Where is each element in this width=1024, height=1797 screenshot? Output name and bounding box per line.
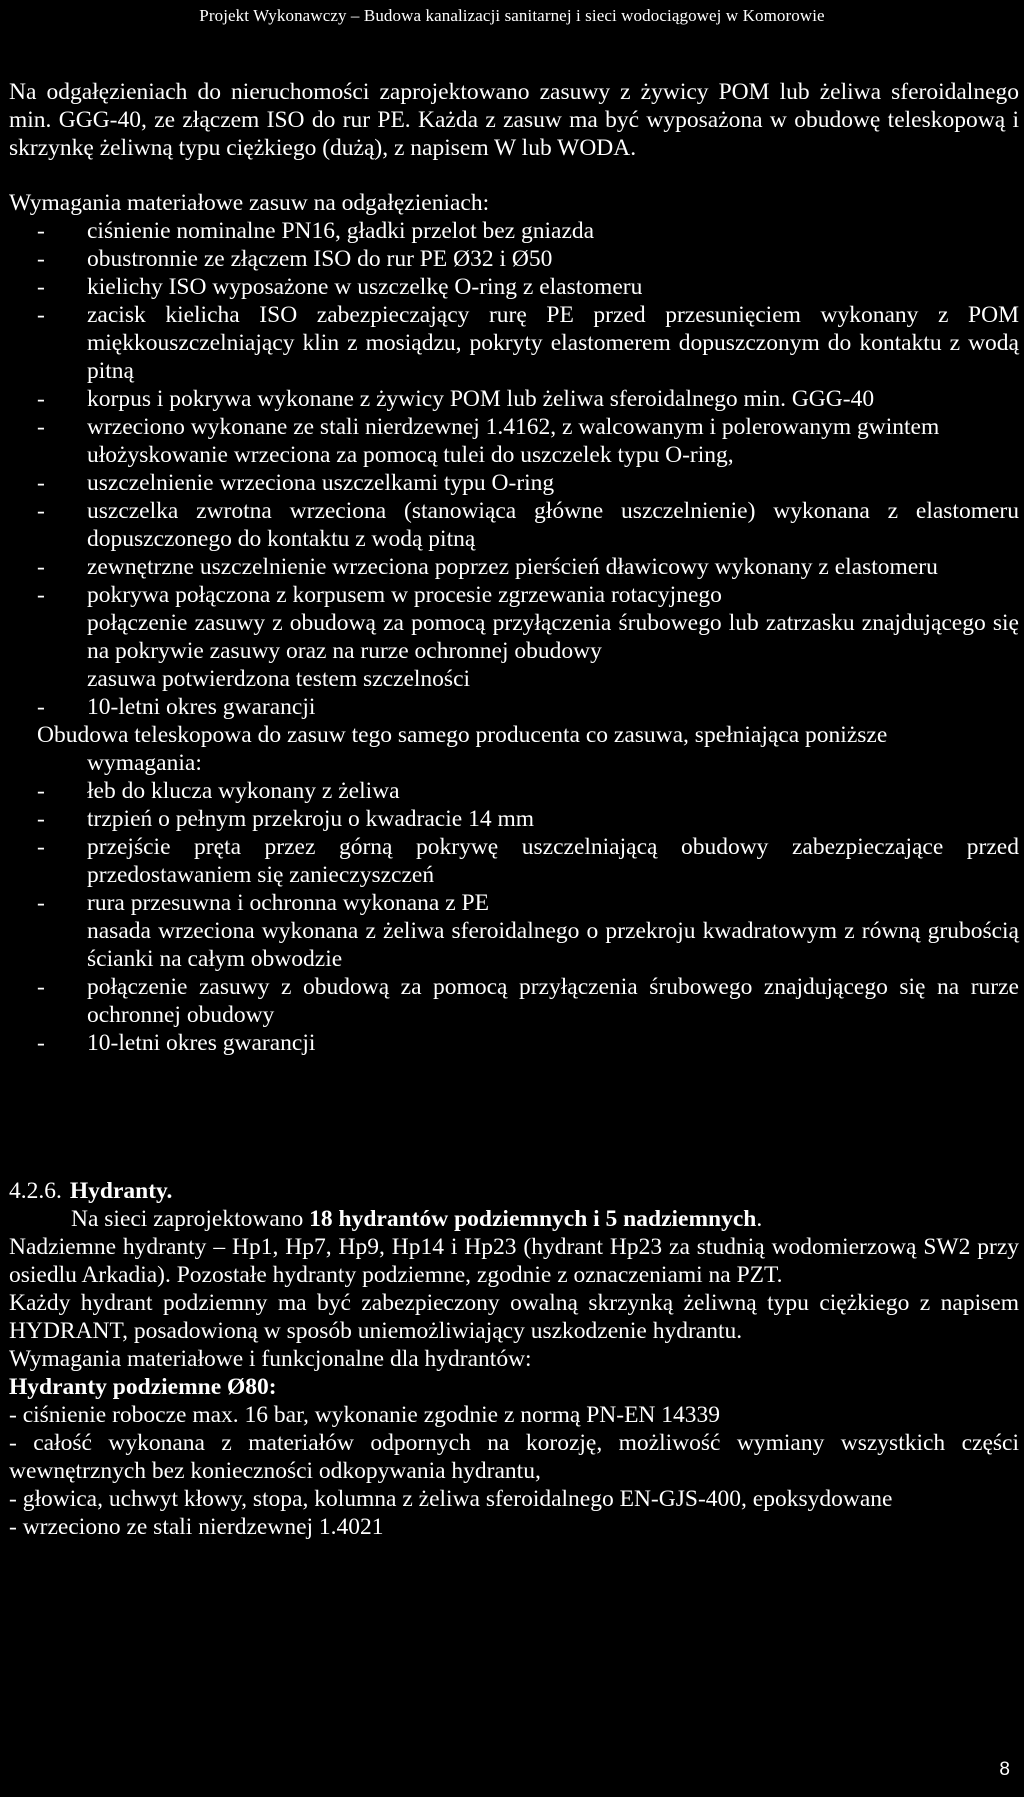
housing-heading-line-1: Obudowa teleskopowa do zasuw tego samego producenta co zasuwa, spełniająca poniższe [37, 722, 888, 748]
valves-requirements-list [9, 217, 1019, 721]
hydrants-box-paragraph: Każdy hydrant podziemny ma być zabezpieczony owalną skrzynką żeliwną typu ciężkiego z napisem HYDRANT, posadowioną w sposób uniemożliwiający uszkodzenie hydrantu. [9, 1290, 1019, 1344]
list-item: zasuwa potwierdzona testem szczelności [87, 666, 471, 692]
list-item: - trzpień o pełnym przekroju o kwadracie 14 mm [9, 805, 1019, 833]
hydrants-count-paragraph [9, 1205, 1019, 1233]
intro-paragraph: Na odgałęzieniach do nieruchomości zaprojektowano zasuwy z żywicy POM lub żeliwa sferoidalnego min. GGG-40, ze złączem ISO do rur PE. Każda z zasuw ma być wyposażona w obudowę teleskopową i skrzynkę żeliwną typu ciężkiego (dużą), z napisem W lub WODA. [9, 79, 1019, 161]
list-item: - łeb do klucza wykonany z żeliwa [9, 777, 1019, 805]
list-item: - uszczelnienie wrzeciona uszczelkami typu O-ring [9, 469, 1019, 497]
list-item: - uszczelka zwrotna wrzeciona (stanowiąca główne uszczelnienie) wykonana z elastomeru dopuszczonego do kontaktu z wodą pitną [9, 497, 1019, 553]
section-title: Hydranty. [69, 1178, 173, 1204]
list-item: ułożyskowanie wrzeciona za pomocą tulei do uszczelek typu O-ring, [87, 442, 734, 468]
page-number: 8 [999, 1759, 1010, 1780]
list-item: - połączenie zasuwy z obudową za pomocą przyłączenia śrubowego znajdującego się na rurze ochronnej obudowy [9, 973, 1019, 1029]
list-item: - wrzeciono wykonane ze stali nierdzewnej 1.4162, z walcowanym i polerowanym gwintem [9, 413, 1019, 441]
list-item: połączenie zasuwy z obudową za pomocą przyłączenia śrubowego lub zatrzasku znajdującego się na pokrywie zasuwy oraz na rurze ochronnej obudowy [87, 610, 1019, 664]
hydrants-count-bold: 18 hydrantów podziemnych i 5 nadziemnych [309, 1206, 757, 1232]
list-item: - 10-letni okres gwarancji [9, 1029, 1019, 1057]
list-item: - pokrywa połączona z korpusem w procesie zgrzewania rotacyjnego [9, 581, 1019, 609]
hydrant-spec-line: - głowica, uchwyt kłowy, stopa, kolumna z żeliwa sferoidalnego EN-GJS-400, epoksydowane [9, 1486, 893, 1512]
hydrant-spec-line: - wrzeciono ze stali nierdzewnej 1.4021 [9, 1514, 384, 1540]
hydrant-spec-line: - ciśnienie robocze max. 16 bar, wykonanie zgodnie z normą PN-EN 14339 [9, 1402, 721, 1428]
hydrants-count-suffix: . [756, 1206, 763, 1232]
hydrants-above-ground-paragraph: Nadziemne hydranty – Hp1, Hp7, Hp9, Hp14 i Hp23 (hydrant Hp23 za studnią wodomierzową SW2 przy osiedlu Arkadia). Pozostałe hydranty podziemne, zgodnie z oznaczeniami na PZT. [9, 1234, 1019, 1288]
hydrants-requirements-intro: Wymagania materiałowe i funkcjonalne dla hydrantów: [9, 1346, 532, 1372]
section-number: 4.2.6. [9, 1178, 62, 1204]
list-item: - zewnętrzne uszczelnienie wrzeciona poprzez pierścień dławicowy wykonany z elastomeru [9, 553, 1019, 581]
list-item: - rura przesuwna i ochronna wykonana z PE [9, 889, 1019, 917]
list-item: - przejście pręta przez górną pokrywę uszczelniającą obudowy zabezpieczające przed przedostawaniem się zanieczyszczeń [9, 833, 1019, 889]
list-item: - korpus i pokrywa wykonane z żywicy POM lub żeliwa sferoidalnego min. GGG-40 [9, 385, 1019, 413]
list-item: - zacisk kielicha ISO zabezpieczający rurę PE przed przesunięciem wykonany z POM miękkouszczelniający klin z mosiądzu, pokryty elastomerem dopuszczonym do kontaktu z wodą pitną [9, 301, 1019, 385]
hydrant-spec-line: - całość wykonana z materiałów odpornych na korozję, możliwość wymiany wszystkich części wewnętrznych bez konieczności odkopywania hydrantu, [9, 1430, 1019, 1484]
list-item: - kielichy ISO wyposażone w uszczelkę O-ring z elastomeru [9, 273, 1019, 301]
housing-heading-line-2: wymagania: [87, 750, 202, 776]
list-item: - obustronnie ze złączem ISO do rur PE Ø32 i Ø50 [9, 245, 1019, 273]
housing-requirements-list [9, 777, 1019, 1057]
hydrants-count-prefix: Na sieci zaprojektowano [71, 1206, 310, 1232]
housing-requirements-heading [9, 721, 1019, 777]
list-item: nasada wrzeciona wykonana z żeliwa sferoidalnego o przekroju kwadratowym z równą grubością ścianki na całym obwodzie [87, 918, 1019, 972]
list-item: - ciśnienie nominalne PN16, gładki przelot bez gniazda [9, 217, 1019, 245]
list-item: - 10-letni okres gwarancji [9, 693, 1019, 721]
hydrants-underground-heading: Hydranty podziemne Ø80: [9, 1374, 277, 1400]
section-heading-hydrants [9, 1177, 1019, 1205]
document-header: Projekt Wykonawczy – Budowa kanalizacji sanitarnej i sieci wodociągowej w Komorowie [199, 6, 825, 25]
valves-requirements-heading: Wymagania materiałowe zasuw na odgałęzieniach: [9, 190, 490, 216]
document-body [9, 78, 1019, 1541]
